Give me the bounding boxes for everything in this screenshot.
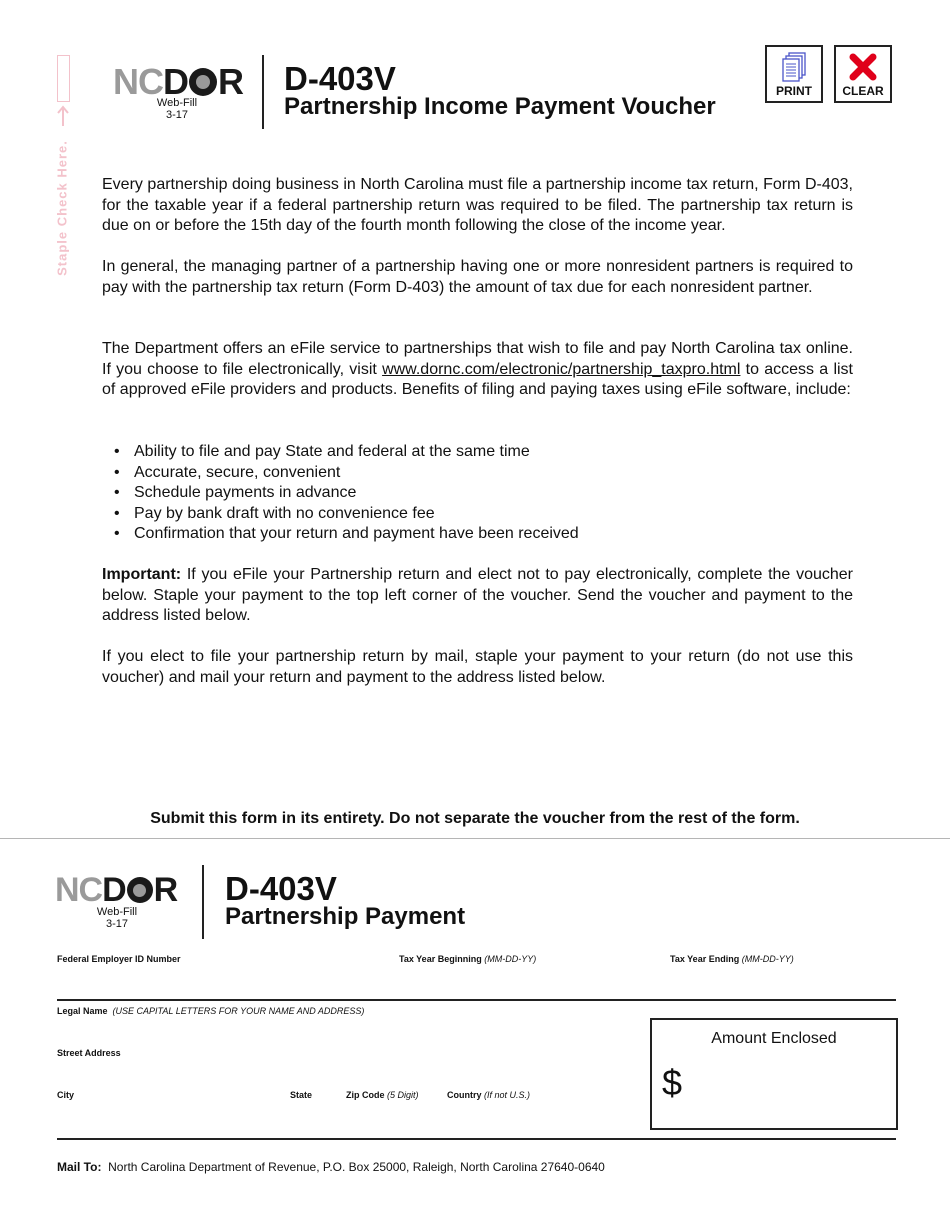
- zip-code-field[interactable]: [346, 1104, 440, 1128]
- list-item: • Confirmation that your return and payment have been received: [114, 524, 814, 545]
- logo-subtitle: Web-Fill 3-17: [156, 97, 198, 121]
- paragraph-filing-requirement: Every partnership doing business in North Carolina must file a partnership income tax return, Form D-403, for the taxable year if a federal partnership return was required to be filed. The partnership tax return is due on or before the 15th day of the fourth month following the close of the income year.: [102, 176, 853, 234]
- zip-code-label: Zip Code (5 Digit): [346, 1090, 419, 1100]
- mail-to-line: Mail To: North Carolina Department of Revenue, P.O. Box 25000, Raleigh, North Carolina 27640-0640: [57, 1160, 605, 1174]
- state-field[interactable]: [290, 1104, 339, 1128]
- staple-box: [57, 55, 70, 102]
- logo-o-icon: [127, 877, 153, 903]
- paragraph-nonresident: In general, the managing partner of a partnership having one or more nonresident partners is required to pay with the partnership tax return (Form D-403) the amount of tax due for each nonresident partner.: [102, 258, 853, 296]
- print-label: PRINT: [776, 84, 812, 98]
- list-item: • Pay by bank draft with no convenience fee: [114, 504, 814, 525]
- street-address-field[interactable]: [57, 1062, 641, 1086]
- amount-enclosed-field[interactable]: [698, 1072, 888, 1106]
- ncdor-logo: NCD R: [113, 61, 243, 102]
- fein-field[interactable]: [57, 968, 361, 994]
- voucher-form-title: Partnership Payment: [225, 903, 466, 930]
- country-label: Country (If not U.S.): [447, 1090, 531, 1100]
- print-icon: [780, 52, 808, 84]
- legal-name-label: Legal Name (USE CAPITAL LETTERS FOR YOUR NAME AND ADDRESS): [57, 1006, 365, 1016]
- city-label: City: [57, 1090, 75, 1100]
- dollar-sign: $: [662, 1062, 683, 1103]
- voucher-header-divider: [202, 865, 204, 939]
- amount-enclosed-label: Amount Enclosed: [711, 1030, 837, 1047]
- clear-x-icon: [848, 52, 878, 82]
- fein-label: Federal Employer ID Number: [57, 954, 181, 964]
- paragraph-important: Important: If you eFile your Partnership return and elect not to pay electronically, complete the voucher below. Staple your payment to the top left corner of the voucher. Send the voucher and payment to the address listed below.: [102, 566, 853, 624]
- state-label: State: [290, 1090, 313, 1100]
- efile-link[interactable]: www.dornc.com/electronic/partnership_taxpro.html: [382, 360, 741, 378]
- clear-button[interactable]: [834, 45, 892, 103]
- tax-year-ending-field[interactable]: [670, 968, 874, 994]
- benefits-list: [114, 442, 814, 545]
- paragraph-efile: The Department offers an eFile service to partnerships that wish to file and pay North Carolina tax online. If you choose to file electronically, visit www.dornc.com/electronic/partnership_taxpro.html to access a list of approved eFile providers and products. Benefits of filing and paying taxes using eFile software, include:: [102, 340, 853, 398]
- voucher-form-number: D-403V: [225, 870, 337, 907]
- street-address-label: Street Address: [57, 1048, 121, 1058]
- amount-enclosed-box: [650, 1018, 898, 1130]
- voucher-divider-top: [57, 999, 896, 1001]
- country-field[interactable]: [447, 1104, 641, 1128]
- paragraph-mail-filing: If you elect to file your partnership return by mail, staple your payment to your return (do not use this voucher) and mail your return and payment to the address listed below.: [102, 648, 853, 686]
- print-button[interactable]: [765, 45, 823, 103]
- tax-year-beginning-label: Tax Year Beginning (MM-DD-YY): [399, 954, 537, 964]
- legal-name-field[interactable]: [57, 1020, 641, 1044]
- form-title: Partnership Income Payment Voucher: [284, 93, 716, 120]
- logo-o-icon: [189, 68, 217, 96]
- list-item: • Schedule payments in advance: [114, 483, 814, 504]
- submit-notice: Submit this form in its entirety. Do not separate the voucher from the rest of the form.: [150, 810, 800, 827]
- voucher-divider-bottom: [57, 1138, 896, 1140]
- list-item: • Accurate, secure, convenient: [114, 463, 814, 484]
- up-arrow-icon: [52, 104, 74, 128]
- header-divider: [262, 55, 264, 129]
- clear-label: CLEAR: [842, 84, 884, 98]
- voucher-ncdor-logo: NCD R: [55, 871, 178, 909]
- list-item: • Ability to file and pay State and federal at the same time: [114, 442, 814, 463]
- staple-check-label: Staple Check Here.: [54, 140, 70, 276]
- voucher-logo-subtitle: Web-Fill 3-17: [96, 906, 138, 930]
- tax-year-ending-label: Tax Year Ending (MM-DD-YY): [670, 954, 794, 964]
- tax-year-beginning-field[interactable]: [399, 968, 603, 994]
- city-field[interactable]: [57, 1104, 281, 1128]
- voucher-separator: [0, 838, 950, 839]
- form-number: D-403V: [284, 60, 396, 97]
